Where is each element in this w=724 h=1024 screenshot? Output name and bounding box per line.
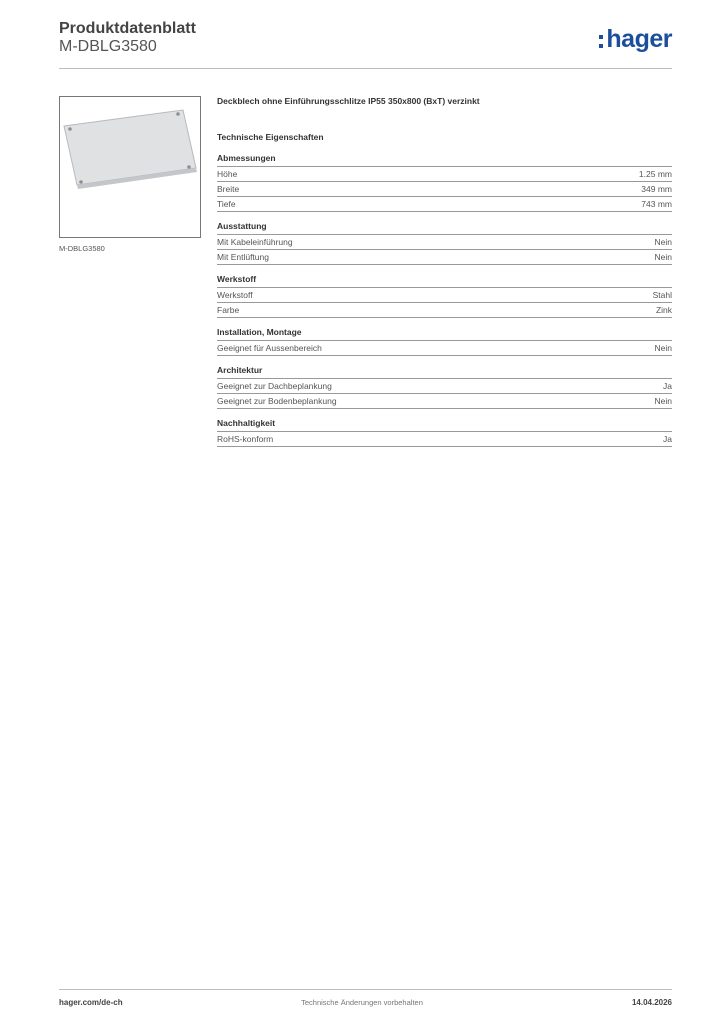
spec-row	[217, 235, 672, 250]
header-divider	[59, 68, 672, 69]
footer-disclaimer: Technische Änderungen vorbehalten	[301, 998, 423, 1007]
spec-label: Geeignet zur Dachbeplankung	[217, 381, 332, 391]
logo-text: hager	[606, 25, 672, 53]
spec-row	[217, 182, 672, 197]
footer-divider	[59, 989, 672, 990]
spec-row	[217, 379, 672, 394]
page-title: Produktdatenblatt	[59, 20, 196, 37]
spec-value: Nein	[654, 343, 672, 353]
spec-value: 743 mm	[641, 199, 672, 209]
section-nachhaltigkeit	[217, 418, 672, 447]
spec-value: Nein	[654, 252, 672, 262]
logo-dots-icon	[599, 35, 603, 48]
spec-value: Ja	[663, 434, 672, 444]
spec-label: Breite	[217, 184, 240, 194]
section-architektur	[217, 365, 672, 409]
spec-label: Tiefe	[217, 199, 236, 209]
spec-value: 1.25 mm	[638, 169, 672, 179]
product-code: M-DBLG3580	[59, 38, 157, 55]
section-installation	[217, 327, 672, 356]
spec-row	[217, 394, 672, 409]
spec-row	[217, 432, 672, 447]
spec-label: Höhe	[217, 169, 238, 179]
hager-logo	[599, 27, 672, 52]
spec-label: Werkstoff	[217, 290, 253, 300]
spec-label: Geeignet für Aussenbereich	[217, 343, 322, 353]
spec-row	[217, 167, 672, 182]
specs-heading: Technische Eigenschaften	[217, 132, 324, 142]
image-caption: M-DBLG3580	[59, 244, 105, 253]
spec-row	[217, 288, 672, 303]
section-title: Installation, Montage	[217, 327, 672, 341]
spec-label: Geeignet zur Bodenbeplankung	[217, 396, 337, 406]
section-title: Architektur	[217, 365, 672, 379]
cover-plate-icon	[60, 97, 200, 237]
section-title: Ausstattung	[217, 221, 672, 235]
spec-content	[217, 96, 672, 456]
spec-row	[217, 341, 672, 356]
spec-label: RoHS-konform	[217, 434, 274, 444]
product-description: Deckblech ohne Einführungsschlitze IP55 350x800 (BxT) verzinkt	[217, 96, 480, 106]
section-werkstoff	[217, 274, 672, 318]
product-image	[59, 96, 201, 238]
section-title: Werkstoff	[217, 274, 672, 288]
section-abmessungen	[217, 153, 672, 212]
footer-website: hager.com/de-ch	[59, 998, 123, 1007]
spec-value: Ja	[663, 381, 672, 391]
spec-row	[217, 303, 672, 318]
footer-date: 14.04.2026	[631, 998, 672, 1007]
section-title: Nachhaltigkeit	[217, 418, 672, 432]
spec-value: Zink	[655, 305, 672, 315]
spec-value: 349 mm	[641, 184, 672, 194]
spec-row	[217, 250, 672, 265]
spec-value: Nein	[654, 396, 672, 406]
section-title: Abmessungen	[217, 153, 672, 167]
section-ausstattung	[217, 221, 672, 265]
spec-label: Farbe	[217, 305, 240, 315]
spec-label: Mit Entlüftung	[217, 252, 269, 262]
spec-row	[217, 197, 672, 212]
spec-value: Nein	[654, 237, 672, 247]
spec-label: Mit Kabeleinführung	[217, 237, 293, 247]
spec-value: Stahl	[652, 290, 672, 300]
